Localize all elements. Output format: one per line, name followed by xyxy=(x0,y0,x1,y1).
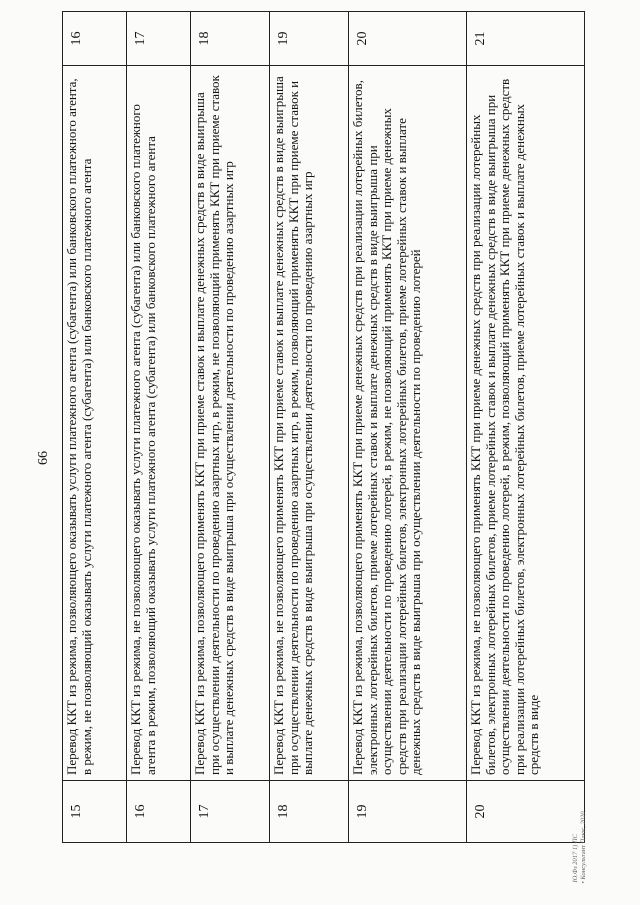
reference-cell xyxy=(467,12,585,66)
table-row xyxy=(127,12,191,843)
row-reference: 18 xyxy=(197,31,212,46)
row-number-cell xyxy=(467,781,585,843)
reference-cell xyxy=(63,12,127,66)
table-row xyxy=(349,12,467,843)
row-reference: 21 xyxy=(473,31,488,46)
row-number: 16 xyxy=(133,804,148,819)
row-description: Перевод ККТ из режима, не позволяющего применять ККТ при приеме ставок и выплате денежных средств в виде выигрыша при осуществлении деятельности по проведению азартных игр, в режим, позволяющий применять ККТ при приеме ставок и выплате денежных средств в виде выигрыша при осуществлении деятельности по проведению азартных игр xyxy=(271,76,315,775)
reference-cell xyxy=(349,12,467,66)
table-row xyxy=(63,12,127,843)
row-number: 15 xyxy=(69,804,84,819)
table-row xyxy=(467,12,585,843)
watermark-line: • Консультант Плюс, 2020 xyxy=(580,810,587,884)
description-cell xyxy=(270,66,349,781)
row-number: 18 xyxy=(276,804,291,819)
row-description: Перевод ККТ из режима, позволяющего применять ККТ при приеме ставок и выплате денежных средств в виде выигрыша при осуществлении деятельности по проведению азартных игр, в режим, не позволяющий применять ККТ при приеме ставок и выплате денежных средств в виде выигрыша при осуществлении деятельности по проведению азартных игр xyxy=(192,75,236,775)
description-cell xyxy=(63,66,127,781)
row-reference: 17 xyxy=(133,31,148,46)
reference-cell xyxy=(127,12,191,66)
description-cell xyxy=(349,66,467,781)
description-cell xyxy=(191,66,270,781)
reference-cell xyxy=(270,12,349,66)
description-cell xyxy=(127,66,191,781)
row-description: Перевод ККТ из режима, позволяющего применять ККТ при приеме денежных средств при реализации лотерейных билетов, электронных лотерейных билетов, приеме лотерейных ставок и выплате денежных средств в виде выигрыша при осуществлении деятельности по проведению лотерей, в режим, не позволяющий применять ККТ при приеме денежных средств при реализации лотерейных билетов, электронных лотерейных билетов, приеме лотерейных ставок и выплате денежных средств в виде выигрыша при осуществлении деятельности по проведению лотерей xyxy=(350,80,423,775)
row-number: 17 xyxy=(197,804,212,819)
row-reference: 19 xyxy=(276,31,291,46)
row-description: Перевод ККТ из режима, не позволяющего оказывать услуги платежного агента (субагента) или банковского платежного агента в режим, позволяющий оказывать услуги платежного агента (субагента) или банковского платежного агента xyxy=(128,104,158,775)
row-number: 19 xyxy=(355,804,370,819)
table-row xyxy=(191,12,270,843)
mode-change-table xyxy=(62,11,585,843)
row-number-cell xyxy=(270,781,349,843)
table-row xyxy=(270,12,349,843)
row-description: Перевод ККТ из режима, не позволяющего применять ККТ при приеме денежных средств при реализации лотерейных билетов, электронных лотерейных билетов, приеме лотерейных ставок и выплате денежных средств в виде выигрыша при осуществлении деятельности по проведению лотерей, в режим, позволяющий применять ККТ при приеме денежных средств при реализации лотерейных билетов, электронных лотерейных билетов, приеме лотерейных ставок и выплате денежных средств в виде xyxy=(468,78,541,775)
row-reference: 16 xyxy=(69,31,84,46)
row-number: 20 xyxy=(473,804,488,819)
source-watermark xyxy=(572,810,588,884)
reference-cell xyxy=(191,12,270,66)
watermark-line: Ю.Фз 2017 1) ПС xyxy=(572,833,579,883)
row-number-cell xyxy=(63,781,127,843)
row-description: Перевод ККТ из режима, позволяющего оказывать услуги платежного агента (субагента) или банковского платежного агента, в режим, не позволяющий оказывать услуги платежного агента (субагента) или банковского платежного агента xyxy=(64,78,94,775)
row-number-cell xyxy=(349,781,467,843)
row-number-cell xyxy=(127,781,191,843)
row-reference: 20 xyxy=(355,31,370,46)
description-cell xyxy=(467,66,585,781)
page-number: 66 xyxy=(36,451,51,465)
row-number-cell xyxy=(191,781,270,843)
